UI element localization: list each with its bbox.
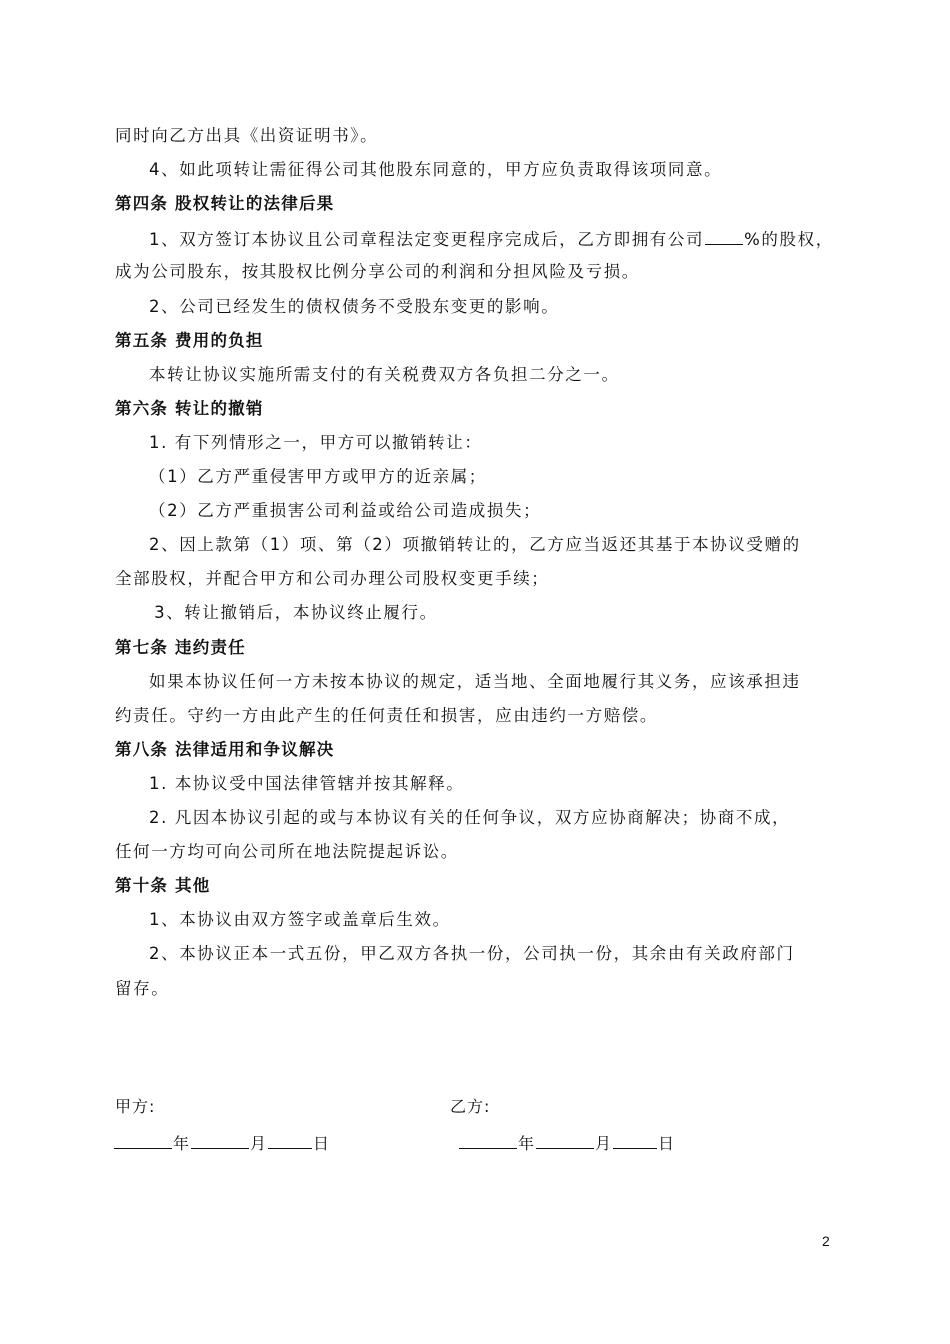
paragraph-line: 3、转让撤销后，本协议终止履行。 <box>154 603 438 623</box>
paragraph-line: 1、本协议由双方签字或盖章后生效。 <box>149 910 451 930</box>
section-heading: 第五条 费用的负担 <box>115 330 264 350</box>
percentage-blank <box>705 228 743 245</box>
day-label: 日 <box>658 1134 676 1153</box>
paragraph-line: 本转让协议实施所需支付的有关税费双方各负担二分之一。 <box>149 364 620 384</box>
paragraph-line: （1）乙方严重侵害甲方或甲方的近亲属； <box>149 467 487 486</box>
party-b-date <box>458 1132 675 1154</box>
paragraph-line: 1. 有下列情形之一，甲方可以撤销转让： <box>149 432 483 452</box>
year-blank <box>114 1132 172 1149</box>
paragraph-line: 2、本协议正本一式五份，甲乙双方各执一份，公司执一份，其余由有关政府部门 <box>149 944 795 964</box>
month-label: 月 <box>595 1134 613 1153</box>
paragraph-line: 2、公司已经发生的债权债务不受股东变更的影响。 <box>149 296 560 316</box>
line-text-before: 1、双方签订本协议且公司章程法定变更程序完成后，乙方即拥有公司 <box>149 230 705 250</box>
day-blank <box>613 1132 657 1149</box>
paragraph-line: 4、如此项转让需征得公司其他股东同意的，甲方应负责取得该项同意。 <box>149 160 723 180</box>
paragraph-line: 全部股权，并配合甲方和公司办理公司股权变更手续； <box>115 569 550 589</box>
month-blank <box>191 1132 249 1149</box>
month-blank <box>536 1132 594 1149</box>
year-label: 年 <box>173 1134 191 1153</box>
party-b-label: 乙方: <box>450 1097 491 1116</box>
section-heading: 第十条 其他 <box>115 876 211 896</box>
paragraph-line: 成为公司股东，按其股权比例分享公司的利润和分担风险及亏损。 <box>115 262 640 282</box>
party-a-date <box>113 1132 330 1154</box>
paragraph-line: 1. 本协议受中国法律管辖并按其解释。 <box>149 773 465 793</box>
paragraph-line: 如果本协议任何一方未按本协议的规定，适当地、全面地履行其义务，应该承担违 <box>149 671 801 691</box>
year-blank <box>459 1132 517 1149</box>
section-heading: 第四条 股权转让的法律后果 <box>115 194 335 214</box>
page-number: 2 <box>822 1233 830 1249</box>
paragraph-line <box>115 228 884 250</box>
paragraph-line: 约责任。守约一方由此产生的任何责任和损害，应由违约一方赔偿。 <box>115 705 658 725</box>
party-a-label: 甲方: <box>115 1097 156 1116</box>
paragraph-line: （2）乙方严重损害公司利益或给公司造成损失； <box>149 501 542 521</box>
paragraph-line: 同时向乙方出具《出资证明书》。 <box>115 126 379 145</box>
section-heading: 第八条 法律适用和争议解决 <box>115 739 335 759</box>
paragraph-line: 2、因上款第（1）项、第（2）项撤销转让的，乙方应当返还其基于本协议受赠的 <box>149 535 801 555</box>
line-text-after: %的股权， <box>744 230 834 250</box>
day-label: 日 <box>313 1134 331 1153</box>
section-heading: 第七条 违约责任 <box>115 637 246 657</box>
month-label: 月 <box>250 1134 268 1153</box>
day-blank <box>268 1132 312 1149</box>
paragraph-line: 任何一方均可向公司所在地法院提起诉讼。 <box>115 842 459 862</box>
year-label: 年 <box>518 1134 536 1153</box>
section-heading: 第六条 转让的撤销 <box>115 398 264 418</box>
paragraph-line: 留存。 <box>115 978 170 998</box>
paragraph-line: 2. 凡因本协议引起的或与本协议有关的任何争议，双方应协商解决；协商不成， <box>149 808 791 827</box>
